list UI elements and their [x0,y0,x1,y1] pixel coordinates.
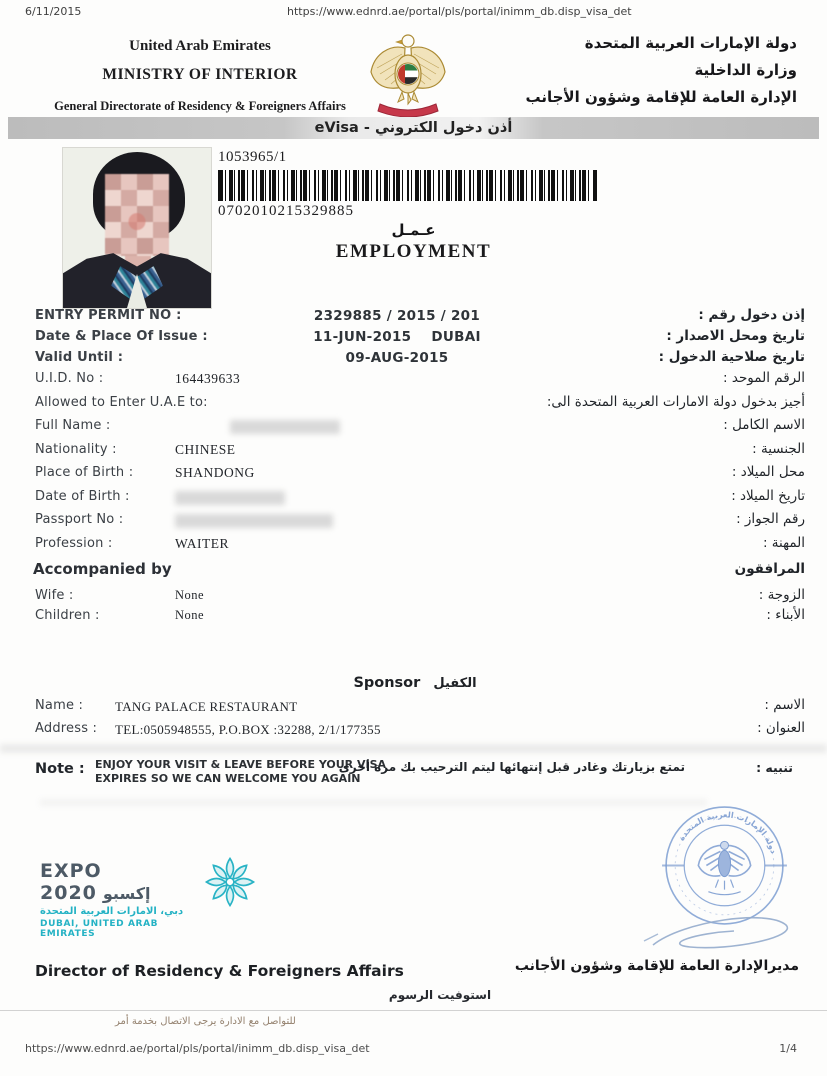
print-footer-url: https://www.ednrd.ae/portal/pls/portal/inimm_db.disp_visa_det [25,1042,370,1055]
field-label-ar: رقم الجواز : [736,511,805,527]
accompanied-section [25,560,805,626]
uae-emblem-icon [362,28,454,120]
accompanied-row [25,606,805,626]
field-row [25,327,805,348]
field-row [25,463,805,487]
field-label-ar: الزوجة : [758,587,805,603]
evisa-title-bar [8,117,819,139]
field-value: WAITER [175,535,229,551]
field-label-en: Address : [35,721,98,736]
field-label-ar: محل الميلاد : [731,464,805,480]
field-row [25,393,805,417]
visa-type-english: EMPLOYMENT [335,241,492,262]
expo-text-block [40,860,200,939]
field-label-en: U.I.D. No : [35,371,104,386]
field-label-en: Name : [35,698,84,713]
field-label-ar: إذن دخول رقم : [698,307,805,323]
field-value: SHANDONG [175,465,255,480]
field-label-en: Allowed to Enter U.A.E to: [35,394,208,410]
sponsor-header [25,672,805,696]
note-label-en: Note : [35,761,85,777]
signature [638,903,808,965]
field-label-en: Wife : [35,588,74,603]
expo-2020-logo [40,842,270,939]
print-header-url: https://www.ednrd.ae/portal/pls/portal/inimm_db.disp_visa_det [287,5,632,18]
field-value [230,420,340,434]
field-row [25,306,805,327]
sponsor-section [25,672,805,742]
field-label-en: Valid Until : [35,350,124,365]
country-name: United Arab Emirates [129,38,271,54]
note-text-ar: تمتع بزيارتك وغادر قبل إنتهائها ليتم الترحيب بك مرة أخرى [338,760,685,774]
accompanied-title-en: Accompanied by [33,560,172,578]
field-label-ar: أجيز بدخول دولة الامارات العربية المتحدة الى: [546,393,805,410]
visa-type-arabic: عـمـل [391,221,436,239]
field-label-en: Profession : [35,535,113,551]
accompanied-row [25,586,805,606]
field-label-en: Nationality : [35,441,117,457]
expo-title [40,860,200,904]
field-label-ar: الاسم الكامل : [723,417,805,433]
visa-file-number: 1053965/1 [218,149,287,165]
page-number: 1/4 [779,1042,797,1055]
field-row [25,487,805,511]
field-value: None [175,588,205,602]
expo-flower-icon [202,854,258,910]
contact-note-ar: للتواصل مع الادارة يرجى الاتصال بخدمة أمر [115,1016,296,1027]
note-label-ar: تنبيه : [756,760,793,775]
director-title-en: Director of Residency & Foreigners Affairs [35,962,404,980]
expo-subtitle-en: DUBAI, UNITED ARAB EMIRATES [40,919,159,939]
country-name-ar: دولة الإمارات العربية المتحدة [584,34,797,52]
footer-divider [0,1010,827,1011]
director-title-ar: مديرالإدارة العامة للإقامة وشؤون الأجانب [514,958,799,974]
barcode-number: 0702010215329885 [218,203,354,219]
field-label-ar: الرقم الموحد : [723,370,805,386]
field-label-ar: الاسم : [764,697,805,713]
field-label-ar: المهنة : [762,534,805,551]
field-label-ar: الجنسية : [752,440,805,457]
field-row [25,416,805,440]
field-label-en: Place of Birth : [35,465,134,480]
field-label-ar: الأبناء : [766,607,805,623]
field-value: TANG PALACE RESTAURANT [115,699,298,714]
note-text-en: ENJOY YOUR VISIT & LEAVE BEFORE YOUR VISA EXPIRES SO WE CAN WELCOME YOU AGAIN [95,758,387,785]
field-row [25,369,805,393]
field-row [25,440,805,464]
field-label-ar: تاريخ ومحل الاصدار : [666,328,805,344]
field-row [25,510,805,534]
field-label-ar: تاريخ الميلاد : [731,487,805,504]
field-row [25,534,805,558]
field-value: 164439633 [175,371,241,386]
field-label-en: Date of Birth : [35,488,130,504]
expo-subtitle-ar: دبي، الامارات العربية المتحدة [40,906,184,917]
barcode [218,170,597,201]
field-label-ar: العنوان : [757,720,805,736]
stamp-ring-text: دولة الإمارات العربية المتحدة [676,810,779,855]
scan-smudge [0,744,827,753]
field-value: 2329885 / 2015 / 201 [313,308,481,324]
directorate-name: General Directorate of Residency & Foreigners Affairs [54,99,346,113]
field-label-en: Full Name : [35,418,111,433]
directorate-name-ar: الإدارة العامة للإقامة وشؤون الأجانب [525,88,797,106]
evisa-title: eVisa - أذن دخول الكتروني [314,120,513,136]
sponsor-row [25,696,805,719]
ministry-name: MINISTRY OF INTERIOR [102,66,298,83]
letterhead-english [30,38,370,114]
field-value: TEL:0505948555, P.O.BOX :32288, 2/1/177355 [115,722,381,737]
field-value: 11-JUN-2015 DUBAI [313,329,481,345]
accompanied-title-ar: المرافقون [734,561,805,577]
ministry-name-ar: وزارة الداخلية [694,61,797,79]
field-label-en: ENTRY PERMIT NO : [35,308,182,323]
visa-fields [25,306,805,557]
sponsor-title-ar: الكفيل [433,676,477,691]
field-row [25,348,805,369]
field-label-en: Date & Place Of Issue : [35,329,208,344]
fees-collected-note: استوفيت الرسوم [388,988,492,1002]
field-value [175,514,333,528]
print-timestamp: 6/11/2015 [25,5,82,18]
field-value [175,491,285,505]
field-value: CHINESE [175,441,236,457]
accompanied-header [25,560,805,586]
sponsor-title-en: Sponsor [353,675,421,691]
letterhead-arabic [467,34,797,115]
field-label-en: Passport No : [35,512,124,527]
field-label-ar: تاريخ صلاحية الدخول : [658,349,805,365]
expo-title-en: EXPO 2020 [40,860,102,904]
field-value: 09-AUG-2015 [345,350,449,366]
field-label-en: Children : [35,608,100,623]
sponsor-row [25,719,805,742]
field-value: None [175,608,205,622]
expo-title-ar: إكسبو [102,884,151,903]
